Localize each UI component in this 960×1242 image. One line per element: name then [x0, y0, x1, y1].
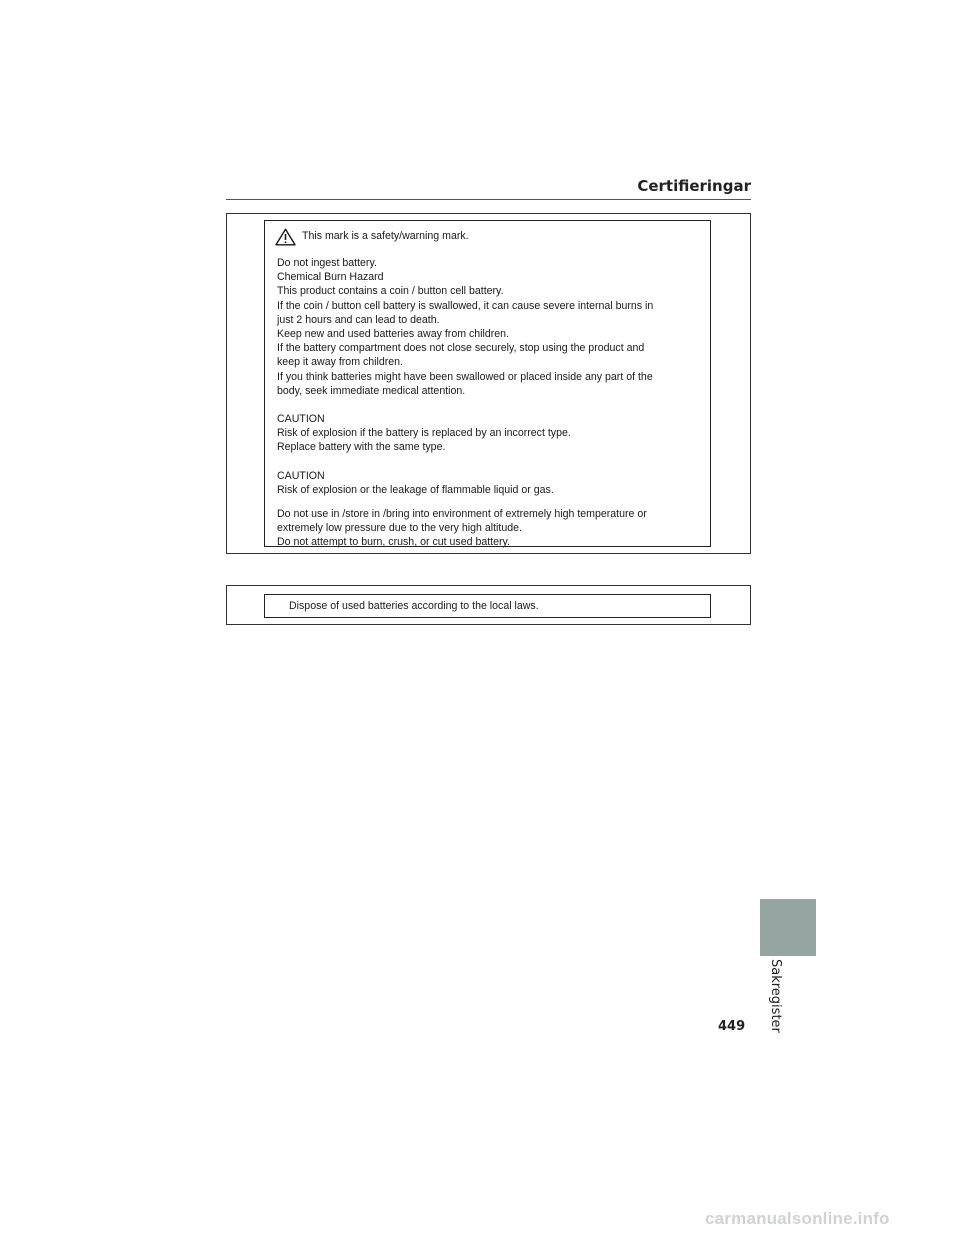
watermark: carmanualsonline.info: [705, 1209, 890, 1228]
warning-line: Keep new and used batteries away from children.: [277, 328, 510, 341]
disposal-label: [264, 594, 711, 618]
warning-mark-text: This mark is a safety/warning mark.: [302, 229, 469, 242]
warning-line: If you think batteries might have been swallowed or placed inside any part of the: [277, 370, 653, 383]
warning-line: If the coin / button cell battery is swallowed, it can cause severe internal burns in: [277, 299, 654, 312]
warning-line: If the battery compartment does not close securely, stop using the product and: [277, 342, 645, 355]
caution-line: Replace battery with the same type.: [277, 441, 446, 454]
spacer: [277, 497, 702, 507]
disposal-text: Dispose of used batteries according to the local laws.: [289, 600, 539, 612]
spacer: [277, 455, 702, 469]
warning-line: just 2 hours and can lead to death.: [277, 313, 440, 326]
page-number: 449: [718, 1019, 746, 1034]
page-header: [226, 177, 751, 200]
warning-mark-row: [277, 228, 702, 246]
spacer: [277, 398, 702, 412]
index-side-tab[interactable]: [760, 899, 816, 956]
caution-heading: CAUTION: [277, 413, 325, 426]
warning-line: Chemical Burn Hazard: [277, 271, 384, 284]
warning-triangle-icon: [275, 228, 296, 246]
warning-line: body, seek immediate medical attention.: [277, 384, 466, 397]
caution-line: Risk of explosion or the leakage of flammable liquid or gas.: [277, 483, 554, 496]
final-line: Do not attempt to burn, crush, or cut used battery.: [277, 536, 510, 549]
battery-warning-label: [264, 220, 711, 547]
caution-line: Risk of explosion if the battery is replaced by an incorrect type.: [277, 427, 571, 440]
section-title: Certifieringar: [637, 177, 751, 195]
warning-line: Do not ingest battery.: [277, 257, 377, 269]
final-line: Do not use in /store in /bring into environment of extremely high temperature or: [277, 508, 647, 521]
index-side-label: Sakregister: [768, 959, 783, 1033]
caution-heading: CAUTION: [277, 469, 325, 482]
disposal-figure: [226, 585, 751, 625]
warning-line: This product contains a coin / button cell battery.: [277, 285, 504, 298]
final-line: extremely low pressure due to the very high altitude.: [277, 522, 522, 535]
battery-warning-figure: [226, 213, 751, 554]
warning-line: keep it away from children.: [277, 356, 404, 369]
